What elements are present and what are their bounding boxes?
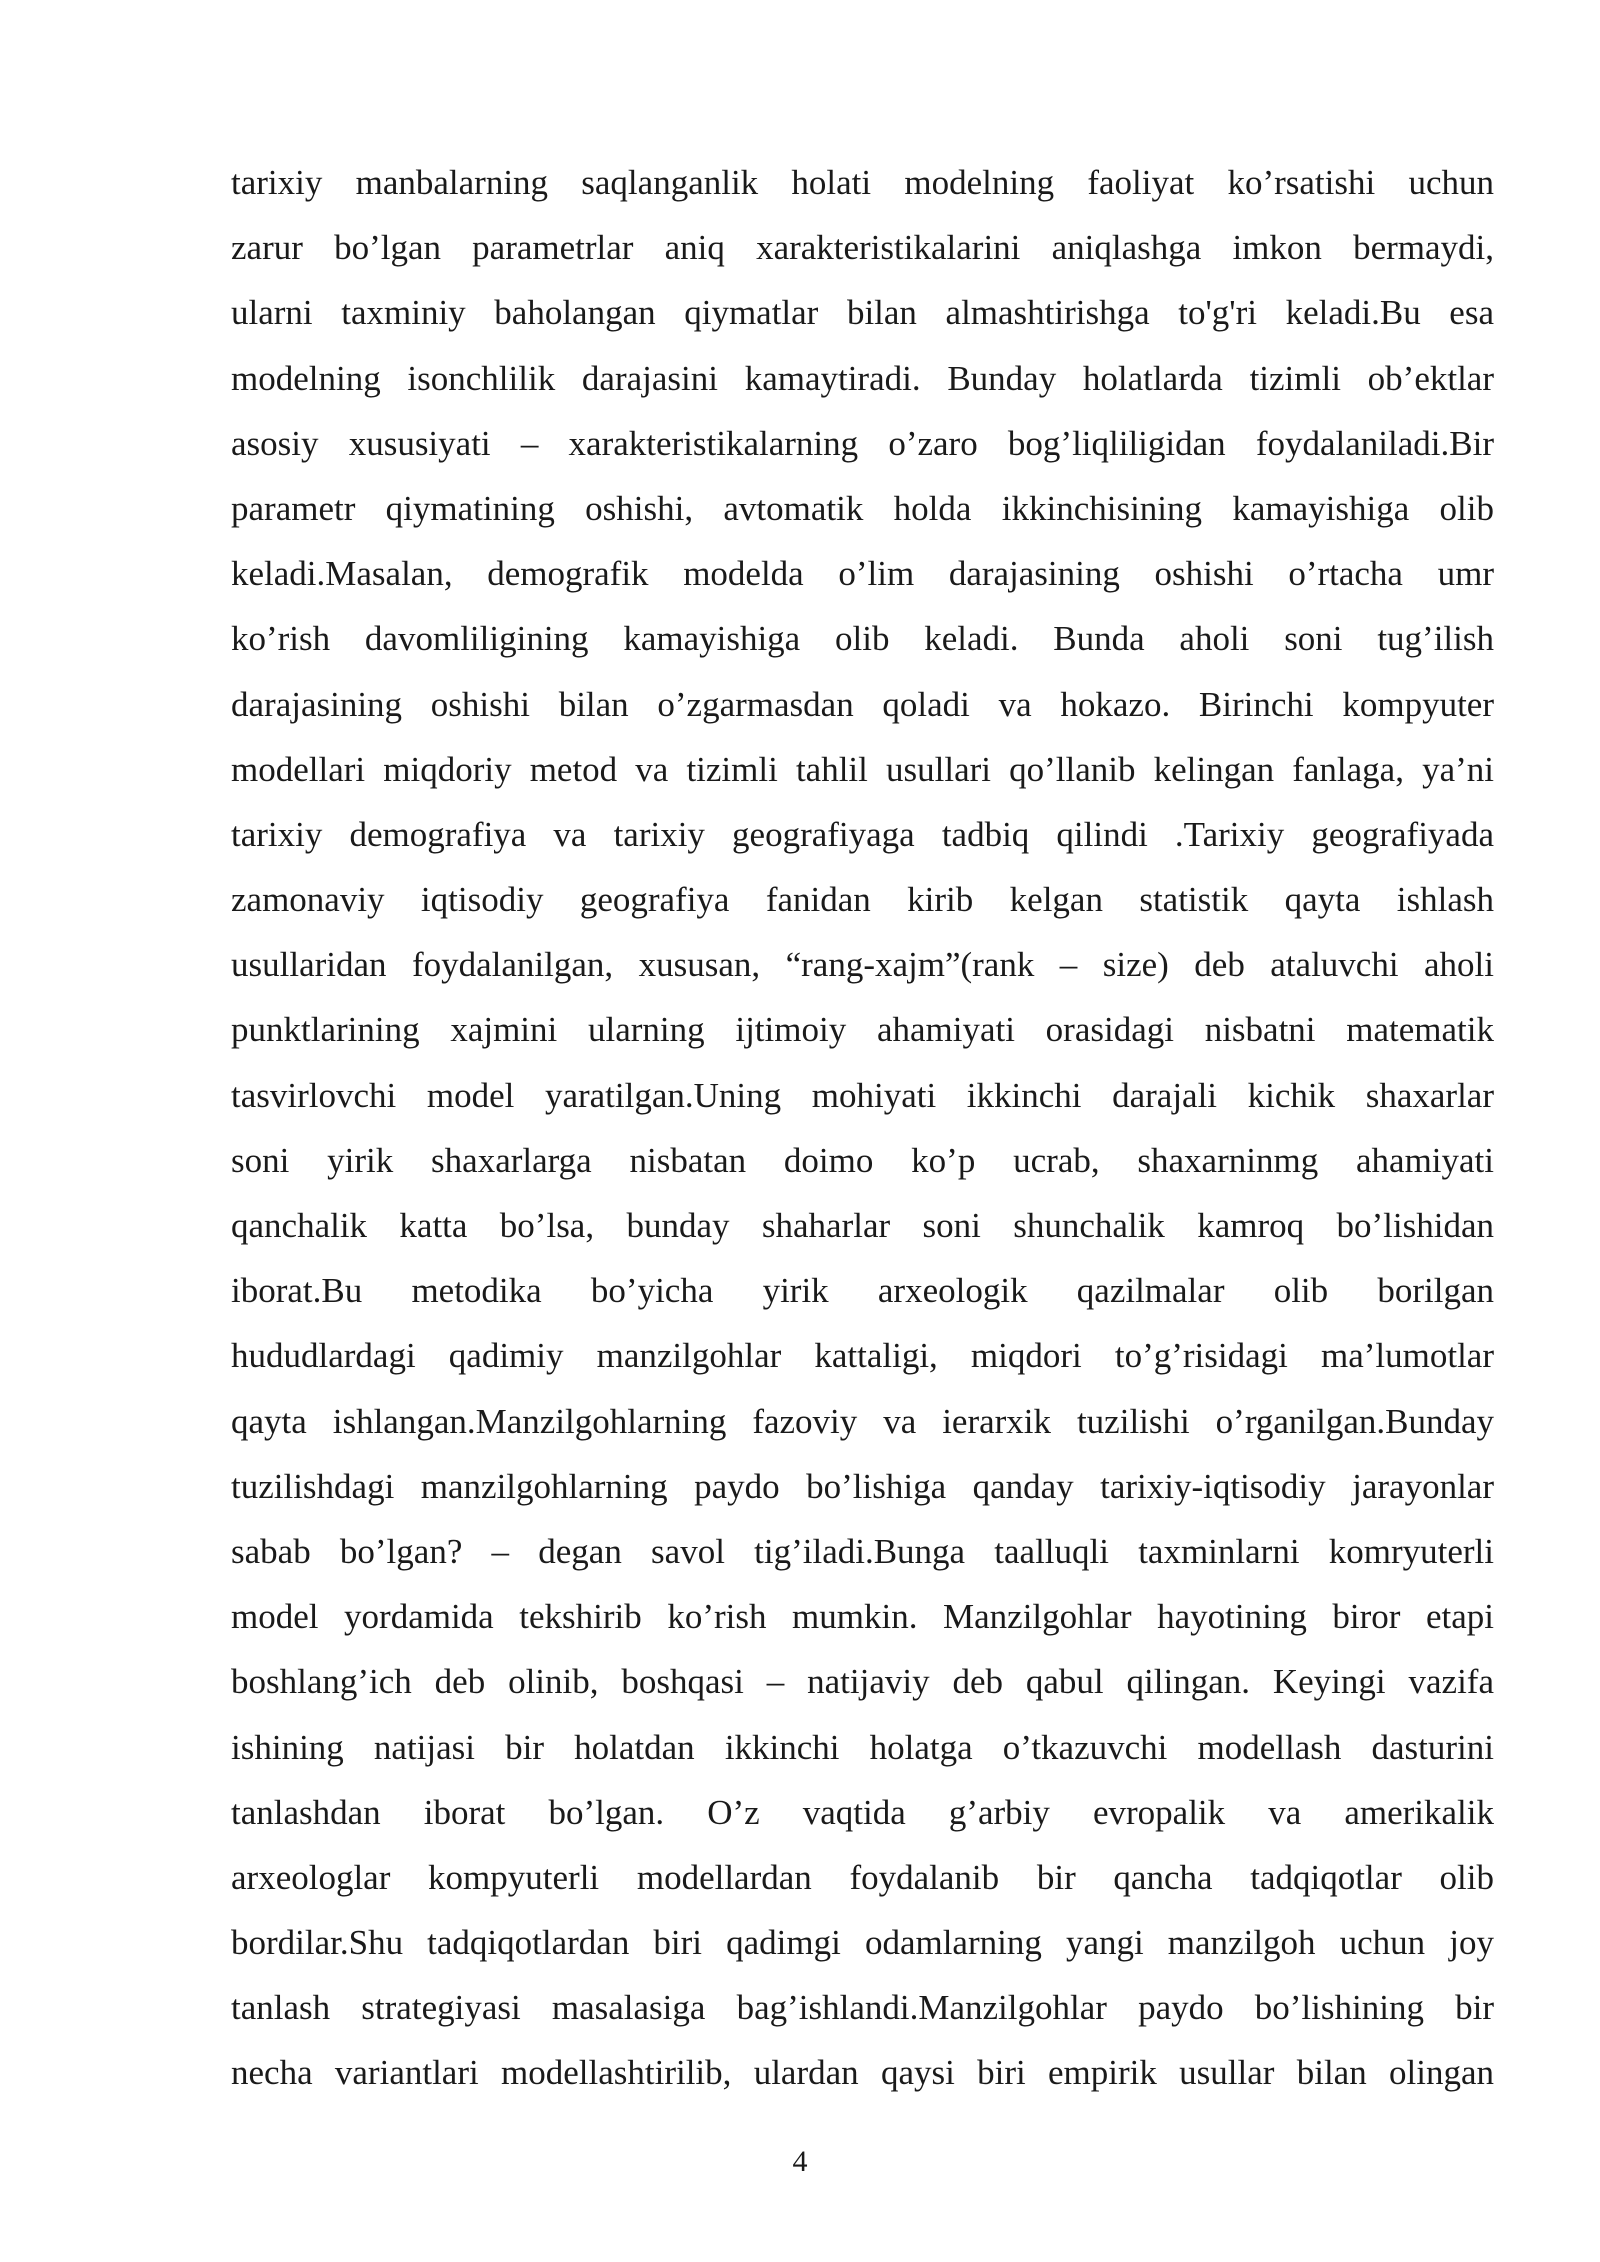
text-line: bordilar.Shu tadqiqotlardan biri qadimgi odamlarning yangi manzilgoh uchun joy (231, 1923, 1494, 1963)
text-line: soni yirik shaxarlarga nisbatan doimo ko’p ucrab, shaxarninmg ahamiyati (231, 1140, 1494, 1180)
text-line: arxeologlar kompyuterli modellardan foydalanib bir qancha tadqiqotlar olib (231, 1857, 1494, 1897)
text-line: ularni taxminiy baholangan qiymatlar bilan almashtirishga to'g'ri keladi.Bu esa (231, 293, 1494, 333)
text-line: tuzilishdagi manzilgohlarning paydo bo’lishiga qanday tarixiy-iqtisodiy jarayonlar (231, 1466, 1494, 1506)
text-line: model yordamida tekshirib ko’rish mumkin. Manzilgohlar hayotining biror etapi (231, 1597, 1494, 1637)
text-line: keladi.Masalan, demografik modelda o’lim darajasining oshishi o’rtacha umr (231, 554, 1494, 594)
text-line: zamonaviy iqtisodiy geografiya fanidan kirib kelgan statistik qayta ishlash (231, 880, 1494, 920)
text-line: tanlash strategiyasi masalasiga bag’ishlandi.Manzilgohlar paydo bo’lishining bir (231, 1988, 1494, 2028)
page-number: 4 (792, 2145, 808, 2178)
text-line: zarur bo’lgan parametrlar aniq xarakteristikalarini aniqlashga imkon bermaydi, (231, 228, 1494, 268)
text-line: modellari miqdoriy metod va tizimli tahlil usullari qo’llanib kelingan fanlaga, ya’ni (231, 749, 1494, 789)
text-line: asosiy xususiyati – xarakteristikalarning o’zaro bog’liqliligidan foydalaniladi.Bir (231, 423, 1494, 463)
text-line: tasvirlovchi model yaratilgan.Uning mohiyati ikkinchi darajali kichik shaxarlar (231, 1075, 1494, 1115)
text-line: tanlashdan iborat bo’lgan. O’z vaqtida g’arbiy evropalik va amerikalik (231, 1792, 1494, 1832)
text-line: qayta ishlangan.Manzilgohlarning fazoviy va ierarxik tuzilishi o’rganilgan.Bunday (231, 1401, 1494, 1441)
text-line: sabab bo’lgan? – degan savol tig’iladi.Bunga taalluqli taxminlarni komryuterli (231, 1531, 1494, 1571)
text-line: modelning isonchlilik darajasini kamaytiradi. Bunday holatlarda tizimli ob’ektlar (231, 358, 1494, 398)
text-line: iborat.Bu metodika bo’yicha yirik arxeologik qazilmalar olib borilgan (231, 1271, 1494, 1311)
text-line: hududlardagi qadimiy manzilgohlar kattaligi, miqdori to’g’risidagi ma’lumotlar (231, 1336, 1494, 1376)
text-line: qanchalik katta bo’lsa, bunday shaharlar soni shunchalik kamroq bo’lishidan (231, 1206, 1494, 1245)
text-line: tarixiy demografiya va tarixiy geografiyaga tadbiq qilindi .Tarixiy geografiyada (231, 814, 1494, 854)
body-paragraph (231, 150, 1494, 2106)
text-line: boshlang’ich deb olinib, boshqasi – natijaviy deb qabul qilingan. Keyingi vazifa (231, 1662, 1494, 1702)
text-line: punktlarining xajmini ularning ijtimoiy ahamiyati orasidagi nisbatni matematik (231, 1010, 1494, 1050)
text-line: necha variantlari modellashtirilib, ulardan qaysi biri empirik usullar bilan olingan (231, 2053, 1494, 2093)
text-line: ishining natijasi bir holatdan ikkinchi holatga o’tkazuvchi modellash dasturini (231, 1727, 1494, 1767)
text-line: usullaridan foydalanilgan, xususan, “rang-xajm”(rank – size) deb ataluvchi aholi (231, 945, 1494, 985)
text-line: darajasining oshishi bilan o’zgarmasdan qoladi va hokazo. Birinchi kompyuter (231, 684, 1494, 724)
text-line: parametr qiymatining oshishi, avtomatik holda ikkinchisining kamayishiga olib (231, 488, 1494, 528)
text-line: tarixiy manbalarning saqlanganlik holati modelning faoliyat ko’rsatishi uchun (231, 163, 1494, 202)
text-line: ko’rish davomliligining kamayishiga olib keladi. Bunda aholi soni tug’ilish (231, 619, 1494, 659)
